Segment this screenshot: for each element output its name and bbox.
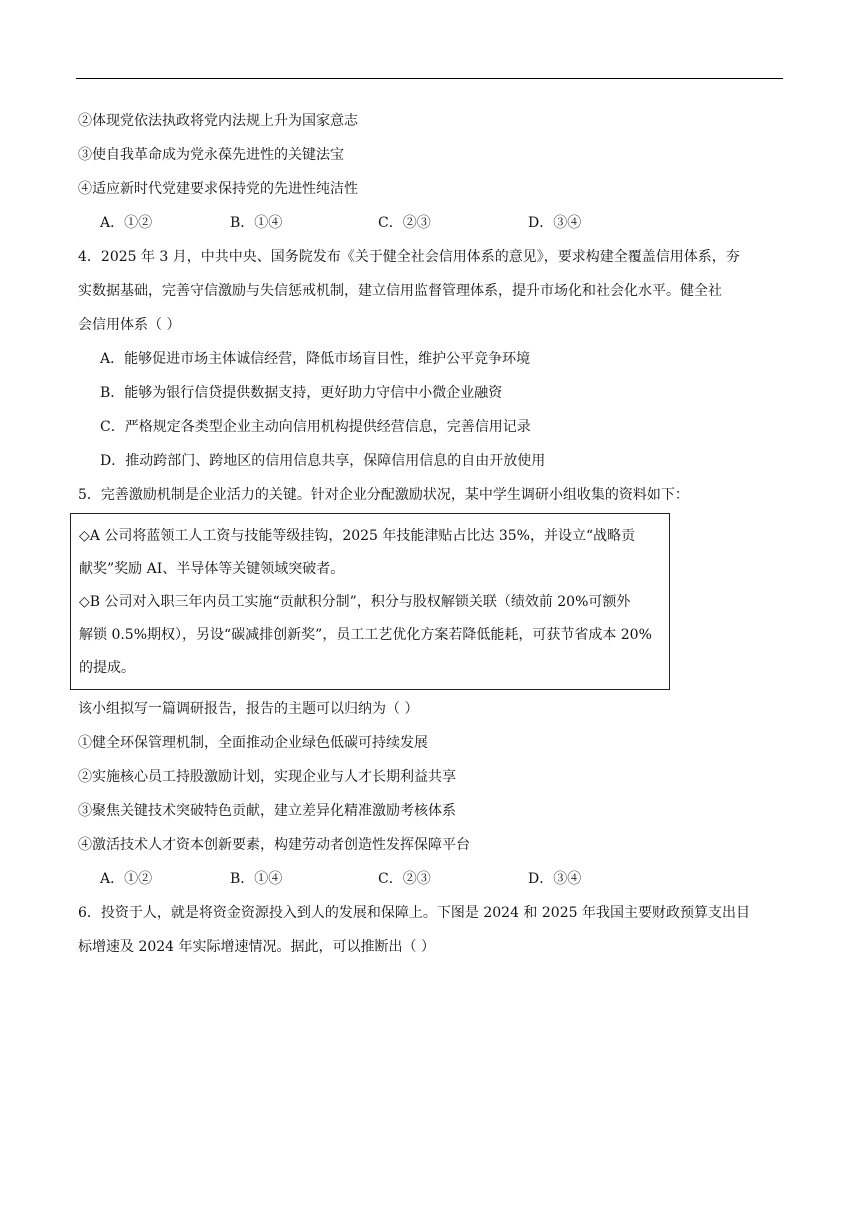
q5-option-c[interactable]: C．②③ [378, 871, 431, 887]
q3-item-2: ②体现党依法执政将党内法规上升为国家意志 [78, 113, 358, 129]
q3-option-d[interactable]: D．③④ [528, 215, 582, 231]
q5-stem: 5．完善激励机制是企业活力的关键。针对企业分配激励状况，某中学生调研小组收集的资料如下： [78, 487, 689, 503]
q5-material-line-1: ◇A 公司将蓝领工人工资与技能等级挂钩，2025 年技能津贴占比达 35%，并设立“战略贡 [79, 528, 636, 544]
q5-option-b[interactable]: B．①④ [230, 871, 283, 887]
q3-option-a[interactable]: A．①② [100, 215, 153, 231]
q5-item-2: ②实施核心员工持股激励计划，实现企业与人才长期利益共享 [78, 769, 456, 785]
q4-choice-b[interactable]: B．能够为银行信贷提供数据支持，更好助力守信中小微企业融资 [100, 385, 503, 401]
q5-item-4: ④激活技术人才资本创新要素，构建劳动者创造性发挥保障平台 [78, 837, 470, 853]
q5-option-a[interactable]: A．①② [100, 871, 153, 887]
q4-stem-line-3: 会信用体系（ ） [78, 317, 181, 333]
q4-choice-a[interactable]: A．能够促进市场主体诚信经营，降低市场盲目性，维护公平竞争环境 [100, 351, 531, 367]
q5-option-d[interactable]: D．③④ [528, 871, 582, 887]
q5-material-line-5: 的提成。 [79, 660, 135, 676]
q4-stem-line-2: 实数据基础，完善守信激励与失信惩戒机制，建立信用监督管理体系，提升市场化和社会化水平。健全社 [78, 283, 722, 299]
header-rule [76, 78, 783, 79]
q5-material-line-2: 献奖”奖励 AI、半导体等关键领域突破者。 [79, 561, 345, 577]
q6-stem-line-1: 6．投资于人，就是将资金资源投入到人的发展和保障上。下图是 2024 和 2025 年我国主要财政预算支出目 [78, 905, 750, 921]
q3-item-3: ③使自我革命成为党永葆先进性的关键法宝 [78, 147, 344, 163]
q4-choice-c[interactable]: C．严格规定各类型企业主动向信用机构提供经营信息，完善信用记录 [100, 419, 531, 435]
q5-item-1: ①健全环保管理机制，全面推动企业绿色低碳可持续发展 [78, 735, 428, 751]
q6-stem-line-2: 标增速及 2024 年实际增速情况。据此，可以推断出（ ） [78, 939, 435, 955]
q3-item-4: ④适应新时代党建要求保持党的先进性纯洁性 [78, 181, 358, 197]
q3-option-c[interactable]: C．②③ [378, 215, 431, 231]
q4-stem-line-1: 4．2025 年 3 月，中共中央、国务院发布《关于健全社会信用体系的意见》，要求构建全覆盖信用体系，夯 [78, 249, 740, 265]
q4-choice-d[interactable]: D．推动跨部门、跨地区的信用信息共享，保障信用信息的自由开放使用 [100, 453, 546, 469]
q5-material-line-4: 解锁 0.5%期权），另设“碳减排创新奖”，员工工艺优化方案若降低能耗，可获节省成本 20% [79, 627, 652, 643]
q3-option-b[interactable]: B．①④ [230, 215, 283, 231]
q5-material-line-3: ◇B 公司对入职三年内员工实施“贡献积分制”，积分与股权解锁关联（绩效前 20%可额外 [79, 594, 631, 610]
q5-item-3: ③聚焦关键技术突破特色贡献，建立差异化精准激励考核体系 [78, 803, 456, 819]
q5-material-box [70, 513, 670, 690]
q5-question: 该小组拟写一篇调研报告，报告的主题可以归纳为（ ） [78, 701, 419, 717]
